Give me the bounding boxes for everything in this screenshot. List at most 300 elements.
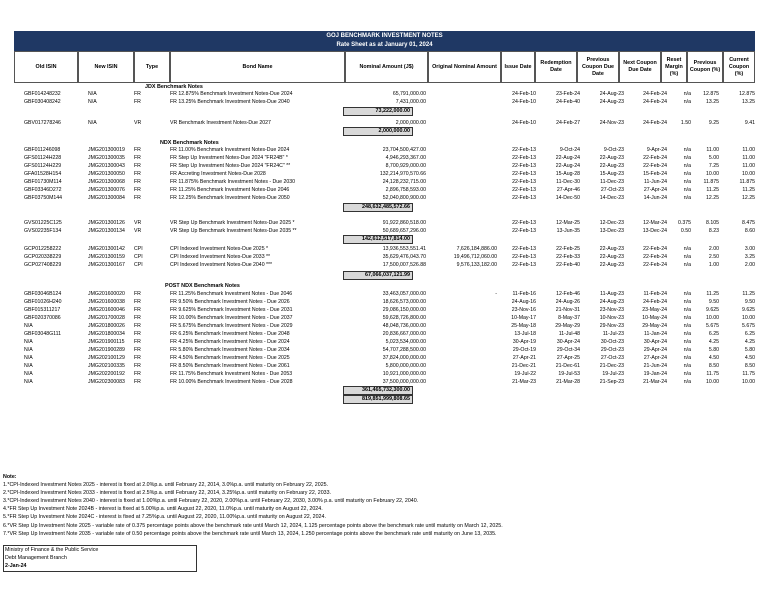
cell-redemption: 12-Mar-25 bbox=[556, 220, 580, 226]
cell-new: JMG202300083 bbox=[88, 379, 125, 385]
cell-issue: 21-Dec-21 bbox=[511, 363, 536, 369]
cell-new: JMG201300076 bbox=[88, 187, 125, 193]
cell-curr: 4.50 bbox=[744, 355, 755, 361]
sheet-subtitle: Rate Sheet as at January 01, 2024 bbox=[336, 42, 433, 48]
table-row bbox=[14, 186, 755, 194]
cell-next-date: 29-Apr-24 bbox=[643, 347, 667, 353]
cell-type: FR bbox=[134, 187, 141, 193]
cell-new: JMG201700028 bbox=[88, 315, 125, 321]
cell-issue: 22-Feb-13 bbox=[512, 262, 536, 268]
cell-prev: 8.105 bbox=[706, 220, 719, 226]
cell-curr: 13.25 bbox=[742, 99, 755, 105]
cell-name: CPI Indexed Investment Notes-Due 2040 *** bbox=[170, 262, 273, 268]
cell-prev-date: 27-Oct-23 bbox=[600, 187, 624, 193]
cell-prev-date: 22-Aug-23 bbox=[599, 163, 624, 169]
cell-name: VR Benchmark Investment Notes-Due 2027 bbox=[170, 120, 271, 126]
cell-issue: 24-Aug-16 bbox=[511, 299, 536, 305]
footer-ministry: Ministry of Finance & the Public Service bbox=[5, 547, 99, 553]
cell-issue: 30-Apr-19 bbox=[512, 339, 536, 345]
note-line: 7.*VR Step Up Investment Note 2035 - variable rate of 0.50 percentage points above the benchmark rate until March 13, 2024, 1.250 percentage points above the benchmark rate until maturity on June 13, 2035. bbox=[3, 530, 497, 537]
cell-name: FR 6.25% Benchmark Investment Notes - Due 2048 bbox=[170, 331, 290, 337]
cell-curr: 10.00 bbox=[742, 379, 755, 385]
table-row bbox=[14, 227, 755, 235]
cell-type: FR bbox=[134, 163, 141, 169]
cell-margin: n/a bbox=[683, 91, 691, 97]
cell-new: JMG201300068 bbox=[88, 179, 125, 185]
cell-type: FR bbox=[134, 363, 141, 369]
cell-redemption: 21-Nov-31 bbox=[555, 307, 580, 313]
cell-prev: 4.50 bbox=[708, 355, 719, 361]
cell-next-date: 13-Dec-24 bbox=[642, 228, 667, 234]
cell-curr: 10.00 bbox=[742, 171, 755, 177]
cell-name: FR 11.25% Benchmark Investment Notes - Due 2046 bbox=[170, 291, 293, 297]
cell-issue: 23-Nov-16 bbox=[511, 307, 536, 313]
cell-old: N/A bbox=[24, 339, 33, 345]
cell-type: FR bbox=[134, 147, 141, 153]
section-title: NDX Benchmark Notes bbox=[160, 140, 219, 146]
cell-name: FR 4.50% Benchmark Investment Notes - Due 2025 bbox=[170, 355, 290, 361]
notes-heading: Note: bbox=[3, 474, 17, 480]
cell-redemption: 29-Oct-34 bbox=[556, 347, 580, 353]
header-reset-margin: Reset Margin (%) bbox=[661, 51, 687, 83]
cell-prev: 9.625 bbox=[706, 307, 719, 313]
cell-next-date: 24-Feb-24 bbox=[643, 91, 667, 97]
cell-prev-date: 29-Oct-23 bbox=[600, 347, 624, 353]
cell-type: FR bbox=[134, 195, 141, 201]
cell-new: JMG201300035 bbox=[88, 155, 125, 161]
table-row bbox=[14, 322, 755, 330]
cell-issue: 22-Feb-13 bbox=[512, 147, 536, 153]
cell-orig: - bbox=[495, 291, 497, 297]
cell-prev-date: 22-Aug-23 bbox=[599, 262, 624, 268]
cell-prev: 5.675 bbox=[706, 323, 719, 329]
cell-prev: 11.75 bbox=[706, 371, 719, 377]
cell-old: GBF020370086 bbox=[24, 315, 61, 321]
cell-issue: 22-Feb-13 bbox=[512, 228, 536, 234]
cell-margin: n/a bbox=[683, 155, 691, 161]
cell-name: FR 11.00% Benchmark Investment Notes-Due 2024 bbox=[170, 147, 290, 153]
cell-prev: 8.23 bbox=[708, 228, 719, 234]
cell-redemption: 22-Feb-25 bbox=[556, 246, 580, 252]
cell-nominal: 2,896,758,593.00 bbox=[385, 187, 426, 193]
cell-new: JMG201600038 bbox=[88, 299, 125, 305]
cell-old: N/A bbox=[24, 323, 33, 329]
cell-prev-date: 21-Dec-23 bbox=[599, 363, 624, 369]
cell-curr: 8.50 bbox=[744, 363, 755, 369]
cell-margin: n/a bbox=[683, 147, 691, 153]
cell-issue: 10-May-17 bbox=[511, 315, 536, 321]
cell-prev: 7.25 bbox=[708, 163, 719, 169]
cell-old: GBF03750M144 bbox=[24, 195, 63, 201]
header-new-isin: New ISIN bbox=[78, 51, 134, 83]
cell-margin: n/a bbox=[683, 179, 691, 185]
cell-prev: 13.25 bbox=[706, 99, 719, 105]
cell-nominal: 13,936,553,551.41 bbox=[382, 246, 426, 252]
cell-prev: 5.00 bbox=[708, 155, 719, 161]
cell-prev: 2.00 bbox=[708, 246, 719, 252]
cell-prev: 11.00 bbox=[706, 147, 719, 153]
cell-next-date: 27-Apr-24 bbox=[643, 187, 667, 193]
cell-new: JMG201800034 bbox=[88, 331, 125, 337]
cell-name: FR 4.25% Benchmark Investment Notes - Due 2024 bbox=[170, 339, 290, 345]
table-row bbox=[14, 98, 755, 106]
table-row bbox=[14, 306, 755, 314]
cell-name: FR 8.50% Benchmark Investment Notes - Due 2061 bbox=[170, 363, 290, 369]
cell-new: JMG202200192 bbox=[88, 371, 125, 377]
cell-prev-date: 11-Aug-23 bbox=[600, 291, 624, 297]
cell-curr: 11.00 bbox=[742, 147, 755, 153]
cell-margin: n/a bbox=[683, 315, 691, 321]
cell-next-date: 23-May-24 bbox=[642, 307, 667, 313]
cell-prev: 6.25 bbox=[708, 331, 719, 337]
header-original-nominal: Original Nominal Amount bbox=[428, 51, 501, 83]
cell-nominal: 10,921,000,000.00 bbox=[382, 371, 426, 377]
cell-issue: 24-Feb-10 bbox=[512, 99, 536, 105]
cell-next-date: 24-Feb-24 bbox=[643, 299, 667, 305]
cell-name: FR Accreting Investment Notes-Due 2028 bbox=[170, 171, 266, 177]
cell-type: FR bbox=[134, 379, 141, 385]
header-redemption-date: Redemption Date bbox=[535, 51, 577, 83]
cell-name: FR 10.00% Benchmark Investment Notes - Due 2028 bbox=[170, 379, 293, 385]
cell-curr: 9.50 bbox=[744, 299, 755, 305]
cell-redemption: 11-Jul-48 bbox=[558, 331, 580, 337]
cell-new: JMG201300126 bbox=[88, 220, 125, 226]
header-old-isin: Old ISIN bbox=[14, 51, 78, 83]
cell-margin: 1.50 bbox=[680, 120, 691, 126]
cell-margin: n/a bbox=[683, 347, 691, 353]
cell-name: FR 9.625% Benchmark Investment Notes - Due 2031 bbox=[170, 307, 293, 313]
cell-prev-date: 11-Jul-23 bbox=[602, 331, 624, 337]
header-issue-date: Issue Date bbox=[501, 51, 535, 83]
cell-old: GFS01124H228 bbox=[24, 155, 62, 161]
cell-issue: 11-Feb-16 bbox=[512, 291, 536, 297]
cell-type: FR bbox=[134, 291, 141, 297]
cell-prev-date: 24-Aug-23 bbox=[599, 299, 624, 305]
cell-margin: n/a bbox=[683, 339, 691, 345]
cell-old: N/A bbox=[24, 371, 33, 377]
title-banner bbox=[14, 31, 755, 51]
cell-issue: 22-Feb-13 bbox=[512, 254, 536, 260]
table-row bbox=[14, 194, 755, 202]
cell-prev: 12.875 bbox=[703, 91, 719, 97]
footer-branch: Debt Management Branch bbox=[5, 555, 67, 561]
cell-name: VR Step Up Benchmark Investment Notes-Due 2025 * bbox=[170, 220, 295, 226]
cell-old: N/A bbox=[24, 347, 33, 353]
table-row bbox=[14, 245, 755, 253]
cell-new: N/A bbox=[88, 99, 97, 105]
cell-next-date: 19-Jan-24 bbox=[643, 371, 667, 377]
cell-prev-date: 19-Jul-23 bbox=[602, 371, 624, 377]
cell-type: CPI bbox=[134, 262, 143, 268]
cell-name: FR Step Up Investment Notes-Due 2024 "FR24B" * bbox=[170, 155, 288, 161]
cell-margin: n/a bbox=[683, 291, 691, 297]
table-row bbox=[14, 330, 755, 338]
cell-nominal: 65,791,000.00 bbox=[392, 91, 426, 97]
cell-nominal: 91,922,860,518.00 bbox=[382, 220, 426, 226]
cell-name: FR 11.25% Benchmark Investment Notes-Due 2046 bbox=[170, 187, 290, 193]
note-line: 4.*FR Step Up Investment Note 2024B - interest is fixed at 5.00%p.a. until August 22, 2020, 11.0%p.a. until maturity on August 22, 2024. bbox=[3, 506, 323, 513]
cell-name: VR Step Up Benchmark Investment Notes-Due 2035 ** bbox=[170, 228, 297, 234]
cell-type: FR bbox=[134, 307, 141, 313]
cell-prev: 10.00 bbox=[706, 315, 719, 321]
cell-prev: 12.25 bbox=[706, 195, 719, 201]
cell-type: FR bbox=[134, 331, 141, 337]
table-row bbox=[14, 170, 755, 178]
cell-prev: 9.50 bbox=[708, 299, 719, 305]
section-total: 67,066,037,121.99 bbox=[343, 271, 413, 280]
cell-prev: 9.25 bbox=[708, 120, 719, 126]
cell-name: FR 10.00% Benchmark Investment Notes - Due 2037 bbox=[170, 315, 293, 321]
cell-new: JMG201300043 bbox=[88, 163, 125, 169]
footer-date: 2-Jan-24 bbox=[5, 563, 27, 569]
cell-type: VR bbox=[134, 220, 142, 226]
cell-prev: 11.25 bbox=[706, 187, 719, 193]
cell-name: FR 9.50% Benchmark Investment Notes - Due 2026 bbox=[170, 299, 290, 305]
cell-name: CPI Indexed Investment Notes-Due 2025 * bbox=[170, 246, 269, 252]
cell-redemption: 15-Aug-28 bbox=[555, 171, 580, 177]
cell-redemption: 9-Oct-24 bbox=[559, 147, 580, 153]
note-line: 5.*FR Step Up Investment Note 2024C - interest is fixed at 7.25%p.a. until August 22, 2020, 11.00%p.a. until maturity on August 22, 2024. bbox=[3, 514, 326, 521]
cell-prev-date: 27-Oct-23 bbox=[600, 355, 624, 361]
cell-next-date: 15-Feb-24 bbox=[643, 171, 667, 177]
note-line: 3.*CPI-Indexed Investment Notes 2040 - interest is fixed at 1.00%p.a. until February 22, 2020, 2.00%p.a. until February 22, 2030, 3.00% p.a. until maturity on February 22, 2040. bbox=[3, 498, 419, 505]
cell-margin: n/a bbox=[683, 163, 691, 169]
cell-margin: n/a bbox=[683, 99, 691, 105]
cell-margin: n/a bbox=[683, 355, 691, 361]
table-row bbox=[14, 314, 755, 322]
cell-new: JMG201900289 bbox=[88, 347, 125, 353]
cell-redemption: 22-Aug-24 bbox=[555, 155, 580, 161]
cell-margin: n/a bbox=[683, 171, 691, 177]
cell-redemption: 22-Feb-40 bbox=[556, 262, 580, 268]
table-row bbox=[14, 119, 755, 127]
cell-new: JMG201300050 bbox=[88, 171, 125, 177]
cell-next-date: 22-Feb-24 bbox=[643, 163, 667, 169]
cell-next-date: 29-May-24 bbox=[642, 323, 667, 329]
cell-nominal: 59,628,726,800.00 bbox=[382, 315, 426, 321]
cell-nominal: 5,800,000,000.00 bbox=[385, 363, 426, 369]
cell-nominal: 37,500,000,000.00 bbox=[382, 379, 426, 385]
table-row bbox=[14, 178, 755, 186]
cell-nominal: 5,023,534,000.00 bbox=[385, 339, 426, 345]
cell-name: FR 13.25% Benchmark Investment Notes-Due 2040 bbox=[170, 99, 290, 105]
cell-prev-date: 15-Aug-23 bbox=[599, 171, 624, 177]
cell-margin: 0.50 bbox=[680, 228, 691, 234]
cell-next-date: 9-Apr-24 bbox=[646, 147, 667, 153]
cell-name: FR 12.875% Benchmark Investment Notes-Due 2024 bbox=[170, 91, 293, 97]
cell-prev: 1.00 bbox=[708, 262, 719, 268]
cell-issue: 22-Feb-13 bbox=[512, 220, 536, 226]
cell-issue: 13-Jul-18 bbox=[514, 331, 536, 337]
cell-prev: 5.80 bbox=[708, 347, 719, 353]
cell-old: GVS01225C125 bbox=[24, 220, 62, 226]
cell-redemption: 13-Jun-35 bbox=[556, 228, 580, 234]
cell-issue: 25-May-18 bbox=[511, 323, 536, 329]
cell-name: FR 12.25% Benchmark Investment Notes-Due 2050 bbox=[170, 195, 290, 201]
cell-redemption: 21-Mar-28 bbox=[556, 379, 580, 385]
cell-old: GBF03048G111 bbox=[24, 331, 62, 337]
cell-issue: 22-Feb-13 bbox=[512, 179, 536, 185]
cell-nominal: 24,128,232,715.00 bbox=[382, 179, 426, 185]
cell-type: FR bbox=[134, 315, 141, 321]
cell-redemption: 22-Aug-24 bbox=[555, 163, 580, 169]
cell-old: GBF01026H240 bbox=[24, 299, 62, 305]
table-row bbox=[14, 354, 755, 362]
cell-next-date: 24-Feb-24 bbox=[643, 99, 667, 105]
cell-new: JMG201300019 bbox=[88, 147, 125, 153]
cell-margin: n/a bbox=[683, 299, 691, 305]
cell-orig: 19,496,712,060.00 bbox=[453, 254, 497, 260]
cell-next-date: 24-Feb-24 bbox=[643, 120, 667, 126]
cell-nominal: 54,707,288,500.00 bbox=[382, 347, 426, 353]
note-line: 1.*CPI-Indexed Investment Notes 2025 - interest is fixed at 2.0%p.a. until February 22, 2014, 3.0%p.a. until maturity on February 22, 2025. bbox=[3, 482, 329, 489]
cell-next-date: 22-Feb-24 bbox=[643, 246, 667, 252]
cell-prev-date: 22-Aug-23 bbox=[599, 246, 624, 252]
cell-issue: 22-Feb-13 bbox=[512, 155, 536, 161]
cell-old: GBF011246098 bbox=[24, 147, 61, 153]
cell-new: JMG202100129 bbox=[88, 355, 125, 361]
cell-nominal: 132,214,970,570.66 bbox=[379, 171, 426, 177]
cell-curr: 9.41 bbox=[744, 120, 755, 126]
cell-new: N/A bbox=[88, 120, 97, 126]
cell-nominal: 33,463,057,000.00 bbox=[382, 291, 426, 297]
cell-curr: 11.75 bbox=[742, 371, 755, 377]
cell-old: GBF014248232 bbox=[24, 91, 61, 97]
cell-nominal: 50,689,657,296.00 bbox=[382, 228, 426, 234]
cell-margin: n/a bbox=[683, 307, 691, 313]
cell-nominal: 18,626,573,000.00 bbox=[382, 299, 426, 305]
cell-nominal: 29,086,150,000.00 bbox=[382, 307, 426, 313]
cell-type: CPI bbox=[134, 254, 143, 260]
note-line: 2.*CPI-Indexed Investment Notes 2033 - interest is fixed at 2.5%p.a. until February 22, 2014, 3.25%p.a. until maturity on February 22, 2033. bbox=[3, 490, 332, 497]
header-previous-coupon-date: Previous Coupon Due Date bbox=[577, 51, 619, 83]
section-total: 2,000,000.00 bbox=[343, 127, 413, 136]
cell-nominal: 20,836,667,000.00 bbox=[382, 331, 426, 337]
table-row bbox=[14, 154, 755, 162]
cell-curr: 9.625 bbox=[742, 307, 755, 313]
cell-new: N/A bbox=[88, 91, 97, 97]
cell-next-date: 21-Jun-24 bbox=[643, 363, 667, 369]
cell-curr: 10.00 bbox=[742, 315, 755, 321]
cell-redemption: 24-Aug-26 bbox=[555, 299, 580, 305]
table-row bbox=[14, 261, 755, 269]
cell-prev-date: 24-Aug-23 bbox=[599, 99, 624, 105]
cell-prev-date: 10-Nov-23 bbox=[599, 315, 624, 321]
cell-margin: n/a bbox=[683, 195, 691, 201]
cell-type: VR bbox=[134, 120, 142, 126]
cell-prev: 10.00 bbox=[706, 171, 719, 177]
cell-prev: 2.50 bbox=[708, 254, 719, 260]
sheet-title: GOJ BENCHMARK INVESTMENT NOTES bbox=[326, 33, 443, 39]
cell-new: JMG201300084 bbox=[88, 195, 125, 201]
cell-next-date: 21-Mar-24 bbox=[643, 379, 667, 385]
cell-type: FR bbox=[134, 155, 141, 161]
table-row bbox=[14, 338, 755, 346]
cell-type: FR bbox=[134, 179, 141, 185]
cell-prev-date: 13-Dec-23 bbox=[599, 228, 624, 234]
cell-type: FR bbox=[134, 339, 141, 345]
cell-name: CPI Indexed Investment Notes-Due 2033 ** bbox=[170, 254, 271, 260]
table-row bbox=[14, 346, 755, 354]
cell-issue: 24-Feb-10 bbox=[512, 120, 536, 126]
header-previous-coupon: Previous Coupon (%) bbox=[687, 51, 723, 83]
cell-margin: n/a bbox=[683, 371, 691, 377]
cell-curr: 5.80 bbox=[744, 347, 755, 353]
header-next-coupon-date: Next Coupon Due Date bbox=[619, 51, 661, 83]
cell-type: FR bbox=[134, 171, 141, 177]
cell-prev: 11.875 bbox=[703, 179, 719, 185]
cell-margin: n/a bbox=[683, 363, 691, 369]
cell-curr: 8.475 bbox=[742, 220, 755, 226]
cell-curr: 3.25 bbox=[744, 254, 755, 260]
cell-new: JMG201300159 bbox=[88, 254, 125, 260]
cell-issue: 29-Oct-19 bbox=[512, 347, 536, 353]
cell-prev-date: 24-Aug-23 bbox=[599, 91, 624, 97]
cell-redemption: 11-Dec-30 bbox=[556, 179, 580, 185]
cell-old: GBF030408242 bbox=[24, 99, 61, 105]
cell-old: GBF01730M114 bbox=[24, 179, 62, 185]
cell-curr: 6.25 bbox=[744, 331, 755, 337]
cell-nominal: 52,040,800,900.00 bbox=[382, 195, 426, 201]
header-bond-name: Bond Name bbox=[170, 51, 345, 83]
cell-issue: 22-Feb-13 bbox=[512, 163, 536, 169]
table-row bbox=[14, 219, 755, 227]
cell-margin: n/a bbox=[683, 379, 691, 385]
cell-old: GBF03046B124 bbox=[24, 291, 62, 297]
cell-redemption: 24-Feb-40 bbox=[556, 99, 580, 105]
cell-old: GCP027408229 bbox=[24, 262, 62, 268]
cell-new: JMG201300167 bbox=[88, 262, 125, 268]
table-row bbox=[14, 378, 755, 386]
cell-next-date: 22-Feb-24 bbox=[643, 254, 667, 260]
cell-curr: 11.25 bbox=[742, 291, 755, 297]
section-title: POST NDX Benchmark Notes bbox=[165, 283, 240, 289]
cell-old: GBF015311217 bbox=[24, 307, 61, 313]
header-type: Type bbox=[134, 51, 170, 83]
cell-nominal: 4,946,293,367.00 bbox=[385, 155, 426, 161]
cell-prev-date: 9-Oct-23 bbox=[603, 147, 624, 153]
notes-block bbox=[3, 473, 763, 538]
cell-old: GFS01124H229 bbox=[24, 163, 62, 169]
section-title: JDX Benchmark Notes bbox=[145, 84, 203, 90]
cell-issue: 19-Jul-22 bbox=[514, 371, 536, 377]
cell-redemption: 30-Apr-24 bbox=[556, 339, 580, 345]
cell-old: N/A bbox=[24, 363, 33, 369]
cell-type: FR bbox=[134, 323, 141, 329]
cell-margin: n/a bbox=[683, 323, 691, 329]
cell-old: GVS02235F134 bbox=[24, 228, 62, 234]
cell-next-date: 22-Feb-24 bbox=[643, 262, 667, 268]
cell-nominal: 35,629,476,043.70 bbox=[382, 254, 426, 260]
cell-redemption: 27-Apr-25 bbox=[556, 355, 580, 361]
cell-type: FR bbox=[134, 299, 141, 305]
cell-new: JMG201300142 bbox=[88, 246, 125, 252]
cell-issue: 22-Feb-13 bbox=[512, 246, 536, 252]
cell-old: N/A bbox=[24, 379, 33, 385]
cell-nominal: 37,824,000,000.00 bbox=[382, 355, 426, 361]
cell-curr: 11.00 bbox=[742, 155, 755, 161]
cell-nominal: 48,048,736,000.00 bbox=[382, 323, 426, 329]
cell-prev: 8.50 bbox=[708, 363, 719, 369]
cell-type: VR bbox=[134, 228, 142, 234]
cell-type: FR bbox=[134, 91, 141, 97]
cell-redemption: 8-May-37 bbox=[558, 315, 580, 321]
cell-prev-date: 30-Oct-23 bbox=[600, 339, 624, 345]
cell-next-date: 30-Apr-24 bbox=[643, 339, 667, 345]
cell-type: FR bbox=[134, 347, 141, 353]
cell-next-date: 12-Mar-24 bbox=[643, 220, 667, 226]
cell-prev: 10.00 bbox=[706, 379, 719, 385]
